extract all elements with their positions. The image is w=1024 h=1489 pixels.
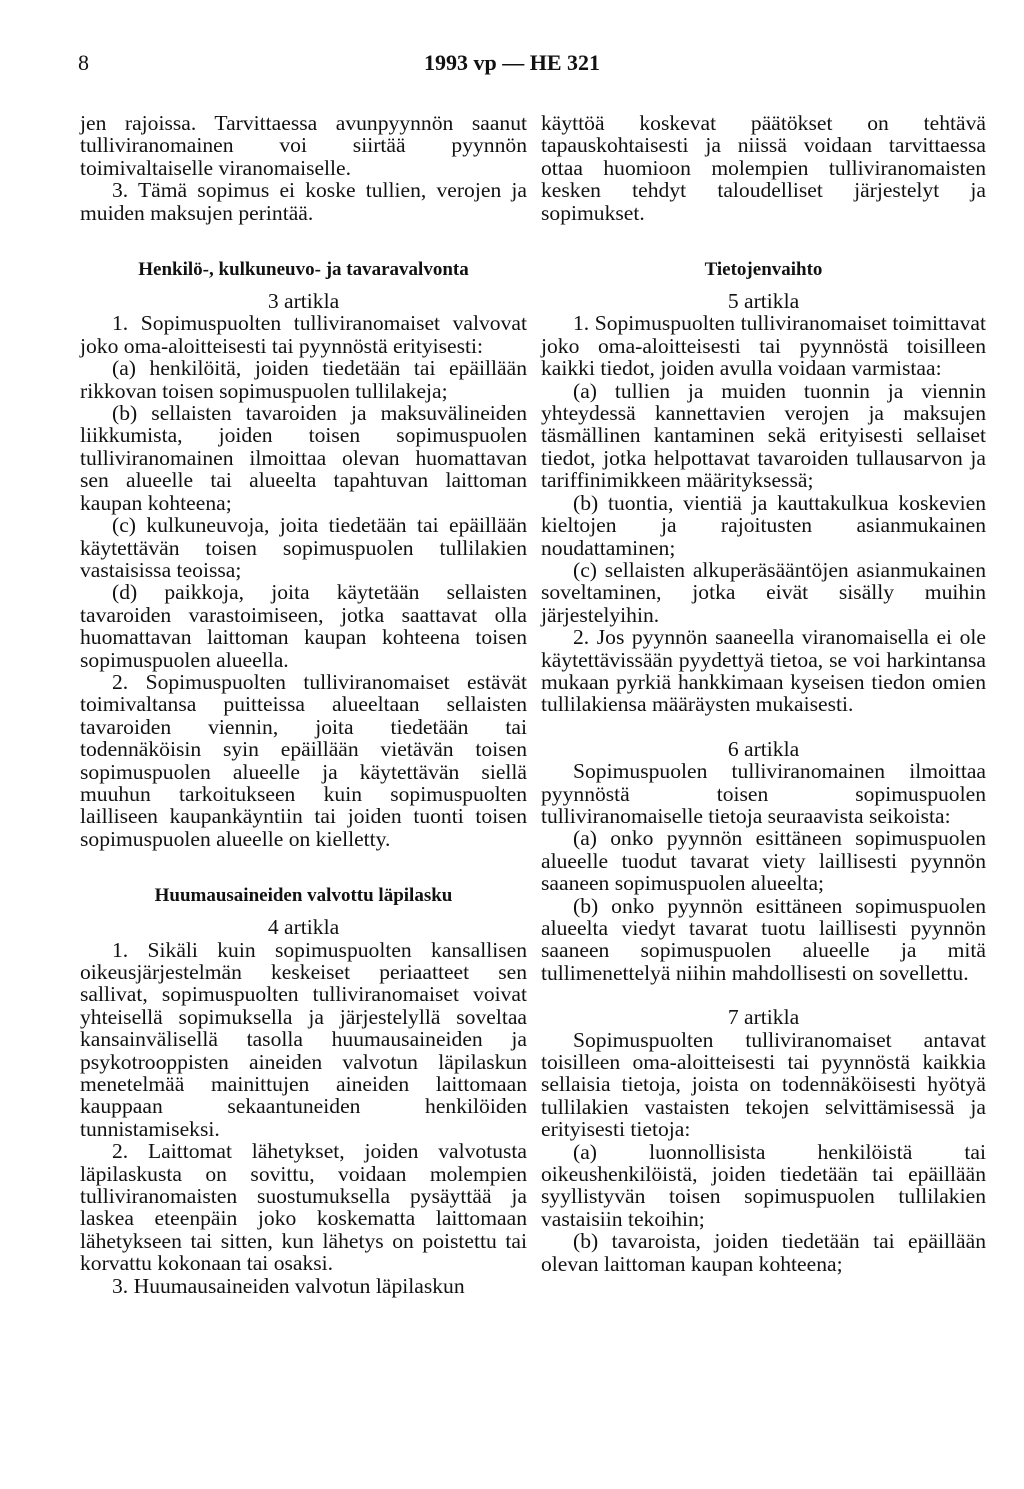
- section-heading-henkilo: Henkilö-, kulkuneuvo- ja tavaravalvonta: [138, 259, 469, 281]
- article-heading-5: 5 artikla: [727, 289, 800, 314]
- list-item: (b) tuontia, vientiä ja kauttakulkua koskevien kieltojen ja rajoitusten asianmukainen noudattaminen;: [541, 490, 986, 560]
- list-item: (a) luonnollisista henkilöistä tai oikeushenkilöistä, joiden tiedetään tai epäillään syyllistyvän toisen sopimuspuolen tullilakien vastaisiin tekoihin;: [541, 1139, 986, 1231]
- paragraph: 3. Huumausaineiden valvotun läpilaskun: [112, 1273, 465, 1298]
- section-heading-tietojenvaihto: Tietojenvaihto: [704, 259, 823, 281]
- page-number: 8: [78, 50, 89, 75]
- list-item: (a) tullien ja muiden tuonnin ja viennin yhteydessä kannettavien verojen ja maksujen täsmällinen kantaminen sekä erityisesti sellaiset tiedot, jotka helpottavat tavaroiden tullausarvon ja tariffinimikkeen määrityksessä;: [541, 378, 986, 493]
- paragraph: 2. Jos pyynnön saaneella viranomaisella ei ole käytettävissään pyydettyä tietoa, se voi harkintansa mukaan pyrkiä hankkimaan kyseisen tiedon omien tullilakiensa määräysten mukaisesti.: [541, 625, 986, 717]
- list-item: (a) onko pyynnön esittäneen sopimuspuolen alueelle tuodut tavarat viety laillisesti pyynnön saaneen sopimuspuolen alueelta;: [541, 826, 986, 896]
- list-item: (a) henkilöitä, joiden tiedetään tai epäillään rikkovan toisen sopimuspuolen tullilakeja;: [80, 356, 527, 403]
- article-heading-3: 3 artikla: [267, 289, 340, 314]
- paragraph: 2. Sopimuspuolten tulliviranomaiset estävät toimivaltansa puitteissa alueeltaan sellaisten tavaroiden viennin, joita tiedetään tai todennäköisin syin epäillään vietävän toisen sopimuspuolen alueelle ja käytettävän siellä muuhun tarkoitukseen kuin sopimuspuolten lailliseen kaupankäyntiin tai joiden tuonti toisen sopimuspuolen alueelle on kielletty.: [80, 669, 527, 851]
- list-item: (c) sellaisten alkuperäsääntöjen asianmukainen soveltaminen, jotka eivät sisälly muihin järjestelyihin.: [541, 557, 986, 627]
- list-item: (b) onko pyynnön esittäneen sopimuspuolen alueelta viedyt tavarat tuotu laillisesti pyynnön saaneen sopimuspuolen alueelle ja mitä tullimenettelyä niihin mahdollisesti on sovellettu.: [541, 893, 986, 985]
- article-heading-4: 4 artikla: [267, 915, 340, 940]
- right-column: [541, 112, 986, 1275]
- list-item: (c) kulkuneuvoja, joita tiedetään tai epäillään käytettävän toisen sopimuspuolen tullilakien vastaisissa teoissa;: [80, 513, 527, 582]
- list-item: (d) paikkoja, joita käytetään sellaisten tavaroiden varastoimiseen, jotka saattavat olla huomattavan laittoman kaupan kohteena toisen sopimuspuolen alueella.: [80, 580, 527, 672]
- list-item: (b) tavaroista, joiden tiedetään tai epäillään olevan laittoman kaupan kohteena;: [541, 1229, 986, 1276]
- paragraph: 1. Sopimuspuolten tulliviranomaiset toimittavat joko oma-aloitteisesti tai pyynnöstä toisilleen kaikki tiedot, joiden avulla voidaan varmistaa:: [541, 311, 986, 381]
- paragraph: Sopimuspuolen tulliviranomainen ilmoittaa pyynnöstä toisen sopimuspuolen tulliviranomaiselle tietoja seuraavista seikoista:: [541, 759, 986, 828]
- article-heading-7: 7 artikla: [727, 1005, 800, 1030]
- page-header: [0, 50, 1024, 80]
- list-item: (b) sellaisten tavaroiden ja maksuvälineiden liikkumista, joiden toisen sopimuspuolen tulliviranomainen ilmoittaa olevan huomattavan sen alueelle tai alueelta tapahtuvan laittoman kaupan kohteena;: [80, 401, 527, 515]
- paragraph: 3. Tämä sopimus ei koske tullien, verojen ja muiden maksujen perintää.: [80, 178, 527, 225]
- paragraph: jen rajoissa. Tarvittaessa avunpyynnön saanut tulliviranomainen voi siirtää pyynnön toimivaltaiselle viranomaiselle.: [80, 111, 527, 180]
- paragraph: Sopimuspuolten tulliviranomaiset antavat toisilleen oma-aloitteisesti tai pyynnöstä kaikkia sellaisia tietoja, joista on todennäköisesti hyötyä tullilakien vastaisten tekojen selvittämisessä ja erityisesti tietoja:: [541, 1027, 986, 1142]
- paragraph: 1. Sikäli kuin sopimuspuolten kansallisen oikeusjärjestelmän keskeiset periaatteet sen sallivat, sopimuspuolten tulliviranomaiset voivat yhteisellä sopimuksella ja järjestelyllä soveltaa kansainvälisellä tasolla huumausaineiden ja psykotrooppisten aineiden valvotun läpilaskun menetelmää mainittujen aineiden laittomaan kauppaan sekaantuneiden henkilöiden tunnistamiseksi.: [80, 937, 527, 1141]
- paragraph: 2. Laittomat lähetykset, joiden valvotusta läpilaskusta on sovittu, voidaan molempien tulliviranomaisten suostumuksella pysäyttää ja laskea eteenpäin joko koskematta laittomaan lähetykseen tai sitten, kun lähetys on poistettu tai korvattu kokonaan tai osaksi.: [80, 1139, 527, 1276]
- paragraph: 1. Sopimuspuolten tulliviranomaiset valvovat joko oma-aloitteisesti tai pyynnöstä erityisesti:: [80, 311, 527, 358]
- running-head: 1993 vp — HE 321: [423, 50, 601, 75]
- paragraph: käyttöä koskevat päätökset on tehtävä tapauskohtaisesti ja niissä voidaan tarvittaessa ottaa huomioon molempien tulliviranomaisten kesken tehdyt taloudelliset järjestelyt ja sopimukset.: [541, 111, 986, 225]
- left-column: [80, 112, 527, 1297]
- section-heading-huumausaineet: Huumausaineiden valvottu läpilasku: [154, 885, 453, 907]
- article-heading-6: 6 artikla: [727, 736, 800, 761]
